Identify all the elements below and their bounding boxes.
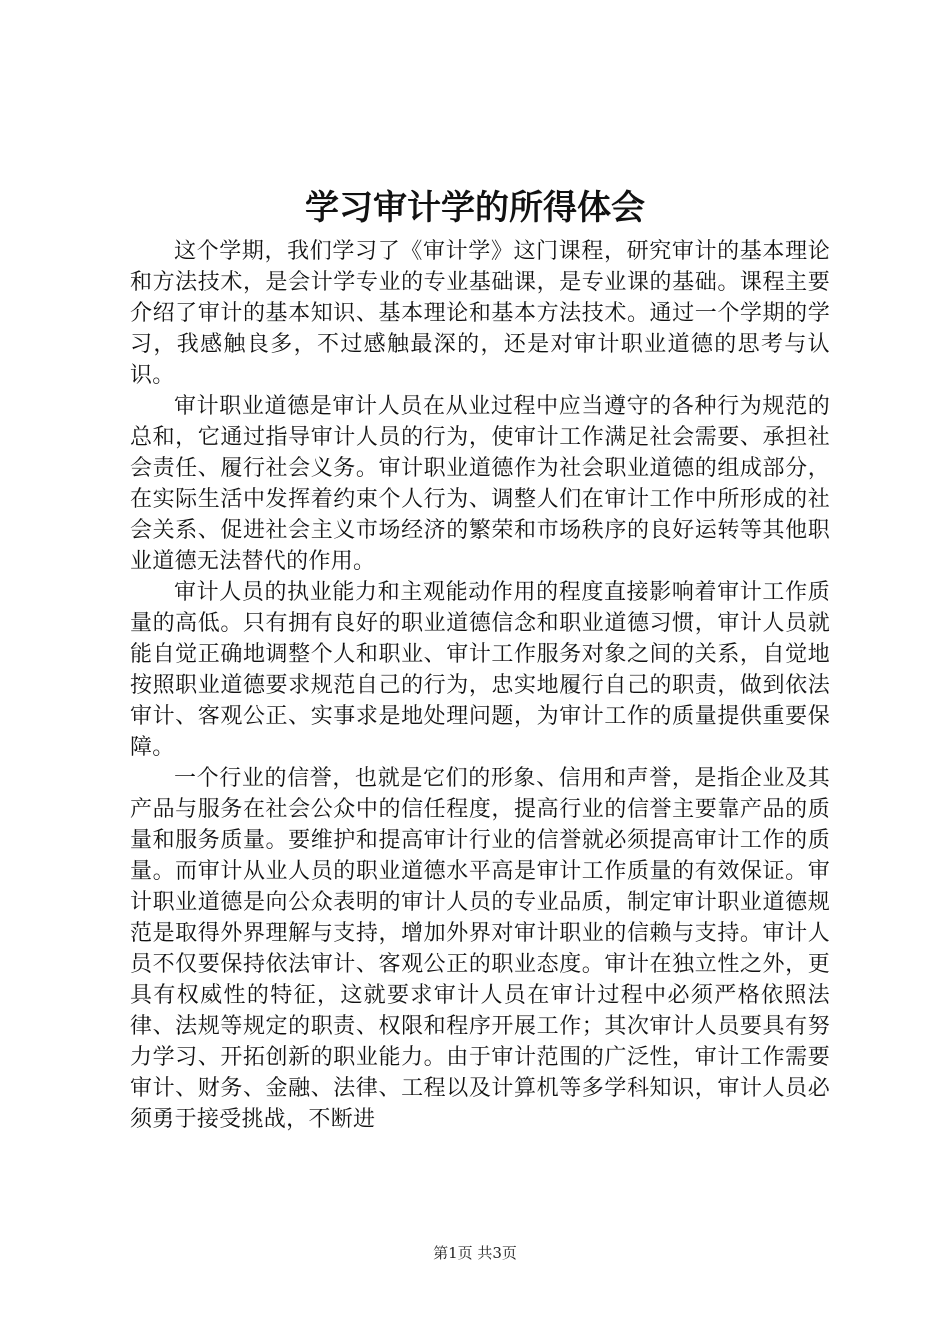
document-body — [130, 236, 830, 1135]
page-number-footer: 第1页 共3页 — [433, 1244, 517, 1262]
document-title: 学习审计学的所得体会 — [305, 188, 645, 228]
paragraph: 一个行业的信誉，也就是它们的形象、信用和声誉，是指企业及其产品与服务在社会公众中的信任程度，提高行业的信誉主要靠产品的质量和服务质量。要维护和提高审计行业的信誉就必须提高审计工作的质量。而审计从业人员的职业道德水平高是审计工作质量的有效保证。审计职业道德是向公众表明的审计人员的专业品质，制定审计职业道德规范是取得外界理解与支持，增加外界对审计职业的信赖与支持。审计人员不仅要保持依法审计、客观公正的职业态度。审计在独立性之外，更具有权威性的特征，这就要求审计人员在审计过程中必须严格依照法律、法规等规定的职责、权限和程序开展工作；其次审计人员要具有努力学习、开拓创新的职业能力。由于审计范围的广泛性，审计工作需要审计、财务、金融、法律、工程以及计算机等多学科知识，审计人员必须勇于接受挑战，不断进 — [130, 766, 830, 1132]
paragraph: 审计职业道德是审计人员在从业过程中应当遵守的各种行为规范的总和，它通过指导审计人员的行为，使审计工作满足社会需要、承担社会责任、履行社会义务。审计职业道德作为社会职业道德的组成部分，在实际生活中发挥着约束个人行为、调整人们在审计工作中所形成的社会关系、促进社会主义市场经济的繁荣和市场秩序的良好运转等其他职业道德无法替代的作用。 — [130, 394, 830, 574]
paragraph: 这个学期，我们学习了《审计学》这门课程，研究审计的基本理论和方法技术，是会计学专业的专业基础课，是专业课的基础。课程主要介绍了审计的基本知识、基本理论和基本方法技术。通过一个学期的学习，我感触良多，不过感触最深的，还是对审计职业道德的思考与认识。 — [130, 239, 830, 388]
paragraph: 审计人员的执业能力和主观能动作用的程度直接影响着审计工作质量的高低。只有拥有良好的职业道德信念和职业道德习惯，审计人员就能自觉正确地调整个人和职业、审计工作服务对象之间的关系，自觉地按照职业道德要求规范自己的行为，忠实地履行自己的职责，做到依法审计、客观公正、实事求是地处理问题，为审计工作的质量提供重要保障。 — [130, 580, 830, 760]
